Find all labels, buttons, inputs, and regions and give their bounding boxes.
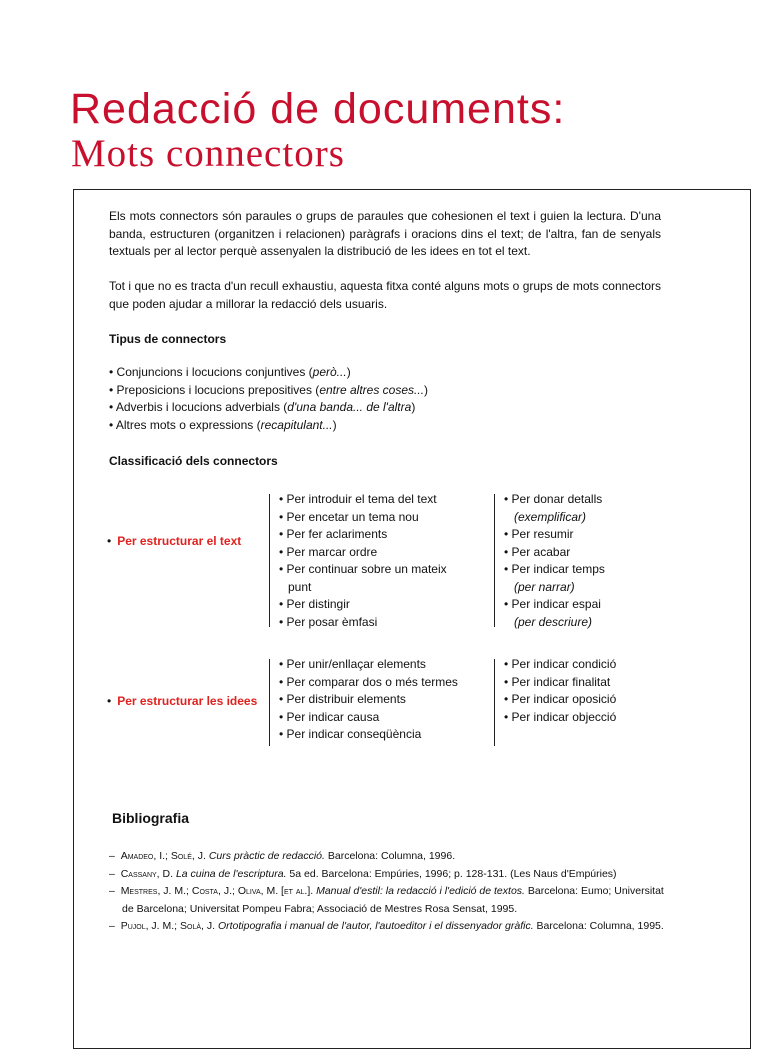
bibliography-entry: – Mestres, J. M.; Costa, J.; Oliva, M. [et al.]. Manual d'estil: la redacció i l'edició de textos. Barcelona: Eumo; Universitat de Barcelona; Universitat Pompeu Fabra; Associació de Mestres Rosa Sensat, 1995. xyxy=(109,885,664,915)
group1-column2 xyxy=(504,491,605,631)
list-item: • Preposicions i locucions prepositives (entre altres coses...) xyxy=(109,382,428,400)
bibliography-entry: – Pujol, J. M.; Solà, J. Ortotipografia i manual de l'autor, l'autoeditor i el dissenyador gràfic. Barcelona: Columna, 1995. xyxy=(109,920,664,932)
list-item: • Per indicar conseqüència xyxy=(279,727,422,741)
category-structure-text: • Per estructurar el text xyxy=(107,534,242,548)
page-title: Redacció de documents: xyxy=(70,85,566,133)
column-divider xyxy=(494,659,495,746)
list-item: • Per marcar ordre xyxy=(279,544,378,559)
list-item: • Per indicar finalitat xyxy=(504,674,611,689)
intro-paragraph-1: Els mots connectors són paraules o grups de paraules que cohesionen el text i guien la lectura. D'una banda, estructuren (organitzen i relacionen) paràgrafs i oracions dins el text; de l'altra, fan de senyals textuals per al lector perquè assenyalen la distribució de les idees en tot el text. xyxy=(109,209,661,258)
list-item: • Per unir/enllaçar elements xyxy=(279,657,426,671)
page-subtitle: Mots connectors xyxy=(71,132,345,175)
column-divider xyxy=(269,494,270,627)
intro-paragraph-2: Tot i que no es tracta d'un recull exhaustiu, aquesta fitxa conté alguns mots o grups de mots connectors que poden ajudar a millorar la redacció dels usuaris. xyxy=(109,279,661,311)
bibliography-entry: – Amadeo, I.; Solé, J. Curs pràctic de redacció. Barcelona: Columna, 1996. xyxy=(109,850,456,862)
list-item: • Per resumir xyxy=(504,527,574,541)
list-item: • Per distribuir elements xyxy=(279,692,406,706)
list-item: • Per acabar xyxy=(504,544,571,559)
list-item: • Per indicar espai (per descriure) xyxy=(504,597,601,629)
bibliography-list xyxy=(109,848,669,936)
list-item: • Per indicar causa xyxy=(279,709,380,724)
list-item: • Per comparar dos o més termes xyxy=(279,674,458,689)
list-item: • Per donar detalls (exemplificar) xyxy=(504,492,603,524)
classification-heading: Classificació dels connectors xyxy=(109,454,278,468)
list-item: • Per introduir el tema del text xyxy=(279,492,437,506)
group2-column1 xyxy=(279,656,458,744)
list-item: • Adverbis i locucions adverbials (d'una banda... de l'altra) xyxy=(109,399,428,417)
list-item: • Per indicar oposició xyxy=(504,692,617,706)
list-item: • Altres mots o expressions (recapitulant...) xyxy=(109,417,428,435)
list-item: • Per indicar condició xyxy=(504,657,617,671)
list-item: • Per distingir xyxy=(279,597,350,611)
bibliography-heading: Bibliografia xyxy=(112,810,190,826)
list-item: • Per posar èmfasi xyxy=(279,614,378,629)
list-item: • Per encetar un tema nou xyxy=(279,509,419,524)
column-divider xyxy=(494,494,495,627)
category-structure-ideas: • Per estructurar les idees xyxy=(107,694,258,708)
bibliography-entry: – Cassany, D. La cuina de l'escriptura. 5a ed. Barcelona: Empúries, 1996; p. 128-131. (Les Naus d'Empúries) xyxy=(109,867,617,880)
group2-column2 xyxy=(504,656,616,726)
list-item: • Per continuar sobre un mateix punt xyxy=(279,562,447,594)
list-item: • Per indicar temps (per narrar) xyxy=(504,562,605,594)
types-heading: Tipus de connectors xyxy=(109,332,227,346)
group1-column1 xyxy=(279,491,447,631)
list-item: • Per fer aclariments xyxy=(279,527,388,541)
list-item: • Per indicar objecció xyxy=(504,709,617,724)
column-divider xyxy=(269,659,270,746)
types-list xyxy=(109,364,428,434)
list-item: • Conjuncions i locucions conjuntives (però...) xyxy=(109,364,428,382)
